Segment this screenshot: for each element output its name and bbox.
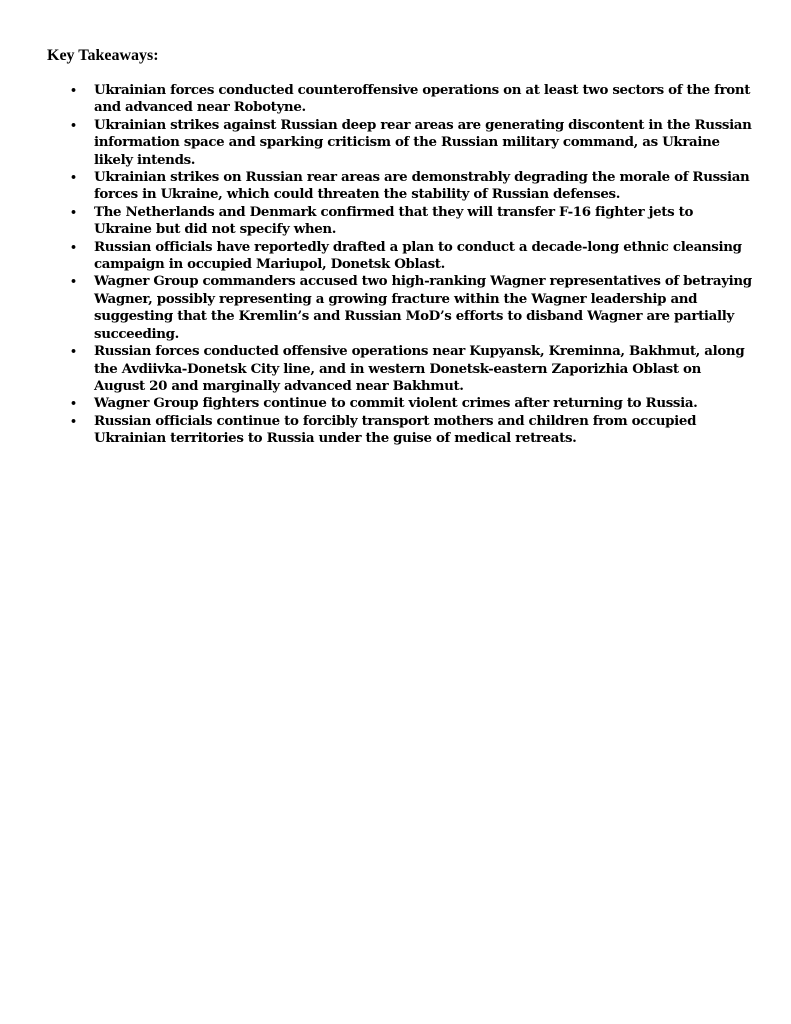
bullet-icon: •: [70, 240, 77, 254]
list-item-text: Ukrainian forces conducted counteroffensive operations on at least two sectors of the front and advanced near Robotyne.: [94, 82, 751, 116]
list-item: [66, 117, 754, 169]
list-item-text: The Netherlands and Denmark confirmed that they will transfer F-16 fighter jets to Ukraine but did not specify when.: [94, 203, 694, 238]
list-item: [66, 82, 754, 117]
list-item-text: Russian officials continue to forcibly transport mothers and children from occupied Ukrainian territories to Russia under the guise of medical retreats.: [94, 412, 697, 447]
list-item: [66, 395, 754, 412]
list-item: [66, 273, 754, 343]
list-item-text: Ukrainian strikes against Russian deep rear areas are generating discontent in the Russian information space and sparking criticism of the Russian military command, as Ukraine likely intends.: [94, 116, 752, 168]
list-item: [66, 239, 754, 274]
bullet-icon: •: [70, 345, 77, 359]
list-item: [66, 169, 754, 204]
bullet-icon: •: [70, 84, 77, 97]
list-item-text: Russian forces conducted offensive operations near Kupyansk, Kreminna, Bakhmut, along the Avdiivka-Donetsk City line, and in western Donetsk-eastern Zaporizhia Oblast on August 20 and marginally advanced near Bakhmut.: [94, 343, 745, 394]
bullet-icon: •: [70, 118, 77, 132]
list-item: [66, 413, 754, 448]
list-item-text: Ukrainian strikes on Russian rear areas are demonstrably degrading the morale of Russian forces in Ukraine, which could threaten the stability of Russian defenses.: [94, 169, 750, 203]
list-item: [66, 204, 754, 239]
list-item-text: Russian officials have reportedly drafted a plan to conduct a decade-long ethnic cleansing campaign in occupied Mariupol, Donetsk Oblast.: [94, 238, 742, 273]
page-title: Key Takeaways:: [47, 47, 159, 64]
bullet-icon: •: [70, 397, 77, 411]
bullet-icon: •: [70, 171, 77, 185]
list-item-text: Wagner Group fighters continue to commit violent crimes after returning to Russia.: [94, 395, 698, 412]
bullet-icon: •: [70, 275, 77, 289]
list-item-text: Wagner Group commanders accused two high-ranking Wagner representatives of betraying Wagner, possibly representing a growing fracture within the Wagner leadership and suggesting that the Kremlin’s and Russian MoD’s efforts to disband Wagner are partially succeeding.: [94, 273, 752, 342]
bullet-icon: •: [70, 205, 77, 219]
bullet-icon: •: [70, 414, 77, 428]
key-takeaways-list: [66, 82, 754, 448]
list-item: [66, 343, 754, 395]
